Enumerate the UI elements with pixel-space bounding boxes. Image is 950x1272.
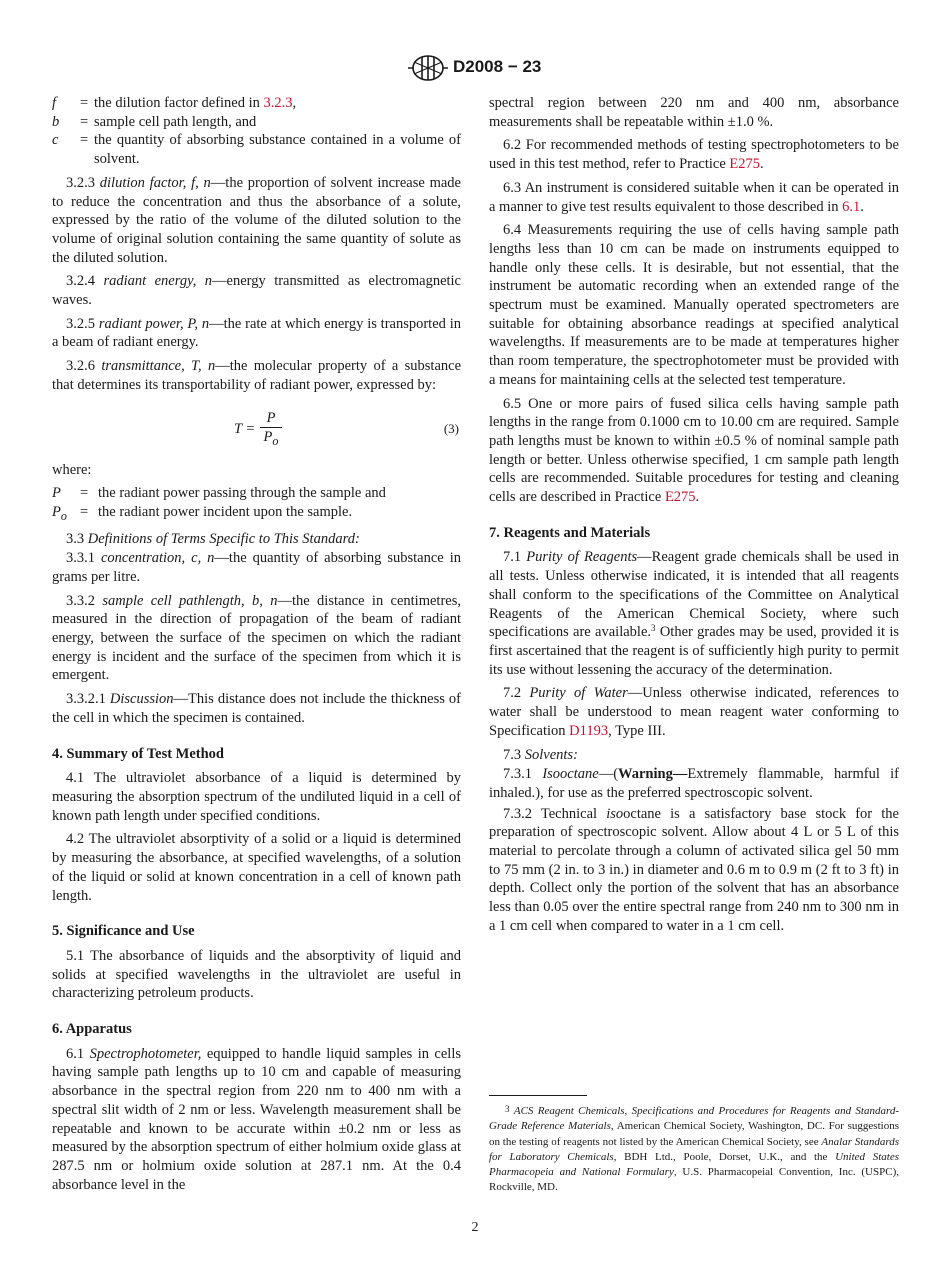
footnote-divider [489,1095,587,1096]
citation-title: Analar Standards for Laboratory Chemicals [489,1135,899,1163]
section-heading-6: 6. Apparatus [52,1021,132,1038]
equals-sign: = [80,485,89,502]
defined-term: Purity of Water [529,685,628,702]
section-number: 3.3.2 [66,592,95,609]
section-number: 3.2.5 [66,315,95,332]
text: , Type III. [608,722,666,739]
paragraph-3-2-6 [52,357,461,394]
paragraph-6-4: 6.4 Measurements requiring the use of cells having sample path lengths less than 10 cm can be made on instruments equipped to handle only these cells. It is desirable, but not essential, that the instrument be automatic recording when an extended range of the spectrum must be examined. Manually operated spectrometers are suitable for obtaining absorbance readings at specified analytical wavelengths. If measurements are to be made at temperatures higher than room temperature, the spectrophotometer must be provided with a means for maintaining cells at the selected test temperature. [489,222,899,388]
paragraph-text: 6.2 For recommended methods of testing spectrophotometers to be used in this test method, refer to Practice [489,137,899,173]
citation-title: United States Pharmacopeia and National Formulary [489,1150,899,1179]
defined-term: sample cell pathlength, b, n [102,592,278,609]
section-number: 7.2 [503,685,522,702]
fraction-denominator [260,428,282,451]
equation-fraction [260,409,282,451]
section-number: 7.3.2 [503,805,532,822]
paragraph-3-3-2-1 [52,690,461,727]
section-number: 3.2.4 [66,273,95,290]
footnote-text: , BDH Ltd., Poole, Dorset, U.K., and the [613,1150,836,1163]
equals-sign: = [80,95,89,111]
page-number: 2 [471,1220,479,1235]
paragraph-6-5 [489,395,899,507]
section-heading-4: 4. Summary of Test Method [52,745,224,762]
symbol-description [94,94,461,113]
definition-text: —energy transmitted as electromagnetic waves. [52,273,461,309]
section-number: 6.1 [66,1045,85,1062]
paragraph-text: equipped to handle liquid samples in cells having sample path lengths up to 10 cm and capable of measuring absorbance in the spectral region from 220 nm to 400 nm with a spectral slit width of 2 nm or less. Wavelength measurement shall be repeatable and known to be accurate within ±0.2 nm or less as measured by the absorption spectrum of either holmium oxide glass at 287.5 nm or holmium oxide solution at 287.1 nm. At the 0.4 absorbance level in the [52,1045,462,1193]
text: . [695,489,700,506]
symbol [52,484,80,503]
footnote-marker[interactable]: 3 [651,623,656,634]
equals-sign: = [80,113,89,130]
subscript: o [272,434,279,449]
footnote-text: , American Chemical Society, Washington, DC. For suggestions on the testing of reagents not listed by the American Chemical Society, see [489,1120,899,1148]
symbol: P [263,429,273,446]
symbol-description: the radiant power passing through the sample and [98,485,386,502]
paragraph-3-3-1 [52,549,461,586]
equation-number: (3) [443,420,459,436]
section-number: 7.1 [503,549,522,566]
text: . [860,198,864,215]
page-header [0,54,950,84]
astm-logo-icon [408,54,448,82]
symbol-letter: P [52,485,61,502]
section-number: 3.2.3 [66,174,95,191]
standard-designation: D2008 − 23 [453,57,542,76]
defined-term: concentration, c, n [100,550,215,567]
symbol-description: the radiant power incident upon the sample. [98,503,353,520]
text: , [292,95,297,111]
section-heading-7: 7. Reagents and Materials [489,524,651,541]
section-link-3-2-3[interactable]: 3.2.3 [263,95,293,111]
text: Technical [540,805,607,822]
paragraph-7-2 [489,684,899,740]
paragraph-6-1 [52,1045,461,1195]
paragraph-4-2: 4.2 The ultraviolet absorptivity of a solid or a liquid is determined by measuring the absorbance, at specified wavelengths, of a solution of the liquid or solid at known concentration in a cell of known path length. [52,831,461,904]
section-number: 3.3.1 [66,550,95,567]
discussion-text: —This distance does not include the thickness of the cell in which the specimen is contained. [52,691,461,726]
section-title: Definitions of Terms Specific to This Standard: [87,530,360,547]
equation-lhs: T = [234,420,256,437]
defined-term: radiant energy, n [103,273,213,290]
definition-text: —the distance in centimetres, measured in the direction of propagation of the beam of radiant energy, between the surface of the specimen on which the radiant energy is incident and the surface of the specimen from which it is emergent. [52,592,461,684]
equals-sign: = [80,132,89,149]
section-heading-5: 5. Significance and Use [52,923,195,940]
paragraph-7-3-2 [489,805,899,936]
paragraph-text: 6.5 One or more pairs of fused silica cells having sample path lengths in the range from 0.1000 cm to 10.00 cm are required. Sample path lengths must be known to within ±0.5 % of nominal sample path length or better. Unless otherwise specified, 1 cm sample path length cells are recommended. Suitable procedures for testing and cleaning cells are described in Practice [489,395,899,506]
defined-term: Purity of Reagents [526,549,638,566]
definition-text: —the proportion of solvent increase made to reduce the concentration and thus the absorbance of a solute, expressed by the ratio of the volume of the diluted solution to the volume of original solution containing the same quantity of solute as the diluted solution. [52,174,461,266]
paragraph-text: —Reagent grade chemicals shall be used in all tests. Unless otherwise indicated, it is intended that all reagents shall conform to the specifications of the Committee on Analytical Reagents of the American Chemical Society, where such specifications are available. [489,549,900,641]
paragraph-3-2-4 [52,272,461,309]
defined-term: dilution factor, f, n [99,174,211,191]
symbol-description: the quantity of absorbing substance contained in a volume of solvent. [94,132,461,168]
symbol-definition [52,484,461,503]
section-number: 3.3 [66,530,85,547]
paragraph-6-2 [489,136,899,173]
subscript: o [60,508,67,523]
paragraph-3-2-3 [52,174,461,268]
section-number: 3.3.2.1 [66,691,106,708]
left-column [52,94,461,1199]
text: —( [598,766,619,783]
paragraph-7-3 [489,746,899,765]
paragraph-7-3-1 [489,765,899,802]
defined-term: radiant power, P, n [98,315,210,332]
equals-sign: = [80,503,89,520]
defined-term: Isooctane [542,766,599,783]
symbol: c [52,132,59,149]
symbol-description: sample cell path length, and [94,113,257,130]
section-number: 7.3 [503,746,522,763]
where-label: where: [52,461,92,478]
paragraph-5-1: 5.1 The absorbance of liquids and the absorptivity of liquid and solids at specified wavelengths in the ultraviolet are useful in characterizing petroleum products. [52,947,461,1002]
definition-text: —the rate at which energy is transported in a beam of radiant energy. [52,315,461,351]
section-title: Solvents: [524,746,578,763]
symbol-definition [52,131,461,168]
warning-text: Extremely flammable, harmful if inhaled.), for use as the preferred spectroscopic solvent. [489,766,900,801]
italic-prefix: iso [606,805,624,822]
warning-label: Warning— [618,766,688,783]
section-number: 3.2.6 [66,358,95,375]
discussion-label: Discussion [109,691,174,708]
paragraph-3-2-5 [52,315,461,352]
paragraph-7-1 [489,548,899,679]
paragraph-6-3 [489,179,899,216]
paragraph-text: 6.3 An instrument is considered suitable when it can be operated in a manner to give test results equivalent to those described in [489,179,899,215]
reference-link-e275[interactable]: E275 [729,156,760,173]
defined-term: transmittance, T, n [101,358,216,375]
section-number: 7.3.1 [503,766,532,783]
footnote-3 [489,1104,899,1196]
paragraph-3-3-2 [52,592,461,686]
symbol-letter: P [52,503,61,520]
fraction-numerator: P [260,409,282,429]
symbol: f [52,95,57,111]
defined-term: Spectrophotometer, [89,1045,202,1062]
definition-text: —the quantity of absorbing substance in grams per litre. [52,550,461,585]
symbol: b [52,113,60,130]
text: . [760,156,764,173]
paragraph-text: octane is a satisfactory base stock for the preparation of spectroscopic solvent. Allow about 4 L or 5 L of this material to percolate through a column of activated silica gel 50 mm to 75 mm (2 in. to 3 in.) in diameter and 0.6 m to 0.9 m (2 ft to 3 ft) in depth. Collect only the portion of the solvent that has an absorbance less than 0.05 over the entire spectral range from 240 nm to 300 nm in a 1 cm cell when compared to water in a 1 cm cell. [489,805,899,934]
symbol-definition [52,503,461,526]
symbol [52,503,80,526]
definition-text: —the molecular property of a substance that determines its transportability of radiant power, expressed by: [52,358,461,393]
citation-title: ACS Reagent Chemicals, Specifications and Procedures for Reagents and Standard-Grade Reference Materials [489,1105,900,1133]
paragraph-text: Other grades may be used, provided it is first ascertained that the reagent is of sufficiently high purity to permit its use without lessening the accuracy of the determination. [489,624,899,678]
paragraph-text: —Unless otherwise indicated, references to water shall be understood to mean reagent water conforming to Specification [489,685,899,739]
symbol-definition [52,94,461,113]
footnote-text: , U.S. Pharmacopeial Convention, Inc. (USPC), Rockville, MD. [489,1166,899,1194]
transmittance-equation [52,409,461,449]
paragraph-4-1: 4.1 The ultraviolet absorbance of a liquid is determined by measuring the absorption spectrum of the undiluted liquid in a cell of known path length under specified conditions. [52,770,461,824]
section-link-6-1[interactable]: 6.1 [842,198,861,215]
footnote-marker: 3 [505,1104,510,1114]
text: the dilution factor defined in [94,95,264,111]
paragraph-6-1-continued: spectral region between 220 nm and 400 nm, absorbance measurements shall be repeatable within ±1.0 %. [489,95,899,130]
reference-link-e275[interactable]: E275 [664,489,696,506]
symbol-definition [52,113,461,132]
right-column [489,94,899,941]
reference-link-d1193[interactable]: D1193 [569,722,609,739]
paragraph-3-3 [52,530,461,549]
